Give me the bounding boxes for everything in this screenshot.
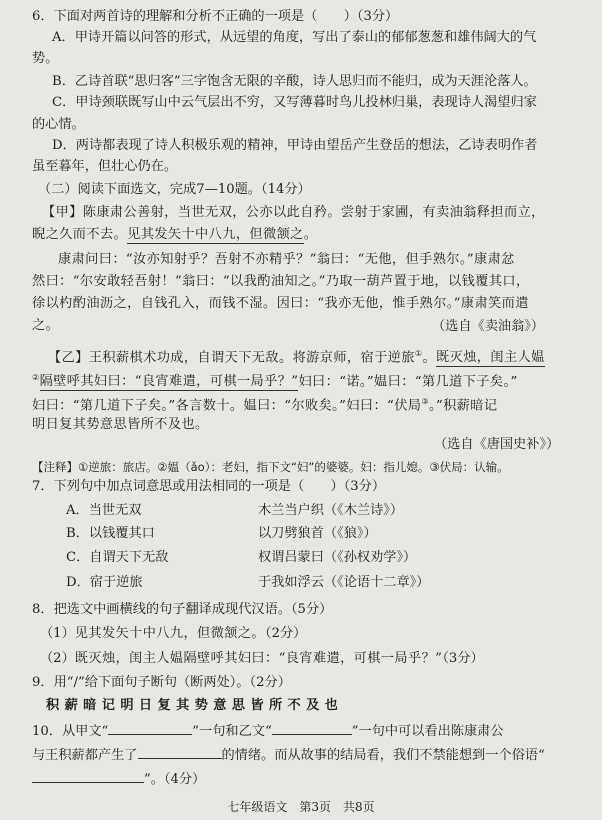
yi-text-line: 妇曰：“第几道下子矣。”各言数十。媪曰：“尔败矣。”妇曰：“伏局③。”积薪暗记 (32, 397, 498, 414)
q6-option-d: D．两诗都表现了诗人积极乐观的精神，甲诗由望岳产生登岳的想法，乙诗表明作者 (52, 138, 538, 153)
q6-option-b: B．乙诗首联“思归客”三字饱含无限的辛酸，诗人思归而不能归，成为天涯沦落人。 (52, 74, 537, 89)
q7-option-d-left: D．宿于逆旅 (66, 575, 143, 590)
q6-option-c-cont: 的心情。 (32, 117, 85, 132)
q9-sentence: 积 薪 暗 记 明 日 复 其 势 意 思 皆 所 不 及 也 (46, 698, 339, 713)
answer-blank[interactable] (138, 744, 222, 759)
q7-stem: 7．下列句中加点词意思或用法相同的一项是（ ）（3分） (32, 479, 386, 494)
q7-option-c-left: C．自谓天下无敌 (66, 550, 169, 565)
answer-blank[interactable] (32, 768, 144, 783)
yi-text-line: 明日复其势意思皆所不及也。 (32, 417, 209, 432)
q8-sentence-2: （2）既灭烛，闺主人媪隔壁呼其妇曰：“良宵难遣，可棋一局乎？”（3分） (40, 651, 484, 666)
q10-line-2: 与王积薪都产生了 的情绪。而从故事的结局看，我们不禁能想到一个俗语“ (32, 744, 545, 765)
page-footer: 七年级语文 第3页 共8页 (227, 800, 375, 814)
answer-blank[interactable] (108, 720, 192, 735)
q8-stem: 8．把选文中画横线的句子翻译成现代汉语。（5分） (32, 602, 333, 617)
q7-option-b-left: B．以钱覆其口 (66, 526, 155, 541)
jia-underlined-sentence: 见其发矢十中八九，但微颔之 (127, 227, 304, 242)
q7-option-d-right: 于我如浮云（《论语十二章》） (258, 575, 430, 590)
yi-underlined-sentence: 隔壁呼其妇曰：“良宵难遣，可棋一局乎？” (39, 374, 299, 390)
q10-line-1: 10．从甲文“ ”一句和乙文“ ”一句中可以看出陈康肃公 (32, 720, 504, 741)
jia-text-line: 康肃问曰：“汝亦知射乎？吾射不亦精乎？”翁曰：“无他，但手熟尔。”康肃忿 (58, 252, 515, 267)
yi-text-line: ②隔壁呼其妇曰：“良宵难遣，可棋一局乎？”妇曰：“诺。”媪曰：“第几道下子矣。” (32, 373, 518, 390)
jia-text-line: 之。 (32, 318, 60, 333)
q6-stem: 6．下面对两首诗的理解和分析不正确的一项是（ ）（3分） (32, 9, 399, 24)
q9-stem: 9．用“/”给下面句子断句（断两处）。（2分） (32, 675, 291, 690)
q7-option-a-left: A．当世无双 (66, 503, 142, 518)
q7-option-b-right: 以刀劈狼首（《狼》） (258, 526, 377, 541)
q6-option-a-cont: 势。 (32, 51, 59, 66)
yi-source: （选自《唐国史补》） (434, 437, 560, 452)
q6-option-a: A．甲诗开篇以问答的形式，从远望的角度，写出了泰山的郁郁葱葱和雄伟阔大的气 (52, 30, 537, 45)
jia-source: （选自《卖油翁》） (432, 319, 545, 334)
yi-text-line: 【乙】王积薪棋术功成，自谓天下无敌。将游京师，宿于逆旅①。既灭烛，闺主人媪 (48, 349, 545, 366)
q8-sentence-1: （1）见其发矢十中八九，但微颔之。（2分） (40, 626, 307, 641)
q7-option-c-right: 权谓吕蒙曰（《孙权劝学》） (258, 550, 417, 565)
q6-option-d-cont: 虽至暮年，但壮心仍在。 (32, 159, 178, 174)
jia-text-line: 【甲】陈康肃公善射，当世无双，公亦以此自矜。尝射于家圃，有卖油翁释担而立， (42, 205, 545, 220)
jia-text-line: 睨之久而不去。见其发矢十中八九，但微颔之。 (32, 227, 318, 242)
q7-option-a-right: 木兰当户织（《木兰诗》） (258, 503, 404, 518)
q10-line-3: ”。（4分） (32, 768, 205, 789)
jia-text-line: 然曰：“尔安敢轻吾射！”翁曰：“以我酌油知之。”乃取一葫芦置于地，以钱覆其口， (32, 274, 530, 289)
jia-text: 睨之久而不去。 (32, 227, 128, 242)
q6-option-c: C．甲诗颈联既写山中云气层出不穷，又写薄暮时鸟儿投林归巢，表现诗人渴望归家 (52, 95, 537, 110)
section-heading: （二）阅读下面选文，完成7—10题。（14分） (38, 182, 311, 197)
annotation-note: 【注释】①逆旅：旅店。②媪（ǎo）：老妇，指下文“妇”的婆婆。妇：指儿媳。③伏局：认输。 (32, 460, 509, 474)
jia-text-line: 徐以杓酌油沥之，自钱孔入，而钱不湿。因曰：“我亦无他，惟手熟尔。”康肃笑而遣 (32, 296, 529, 311)
answer-blank[interactable] (272, 720, 352, 735)
yi-underlined-sentence: 既灭烛，闺主人媪 (436, 350, 545, 366)
